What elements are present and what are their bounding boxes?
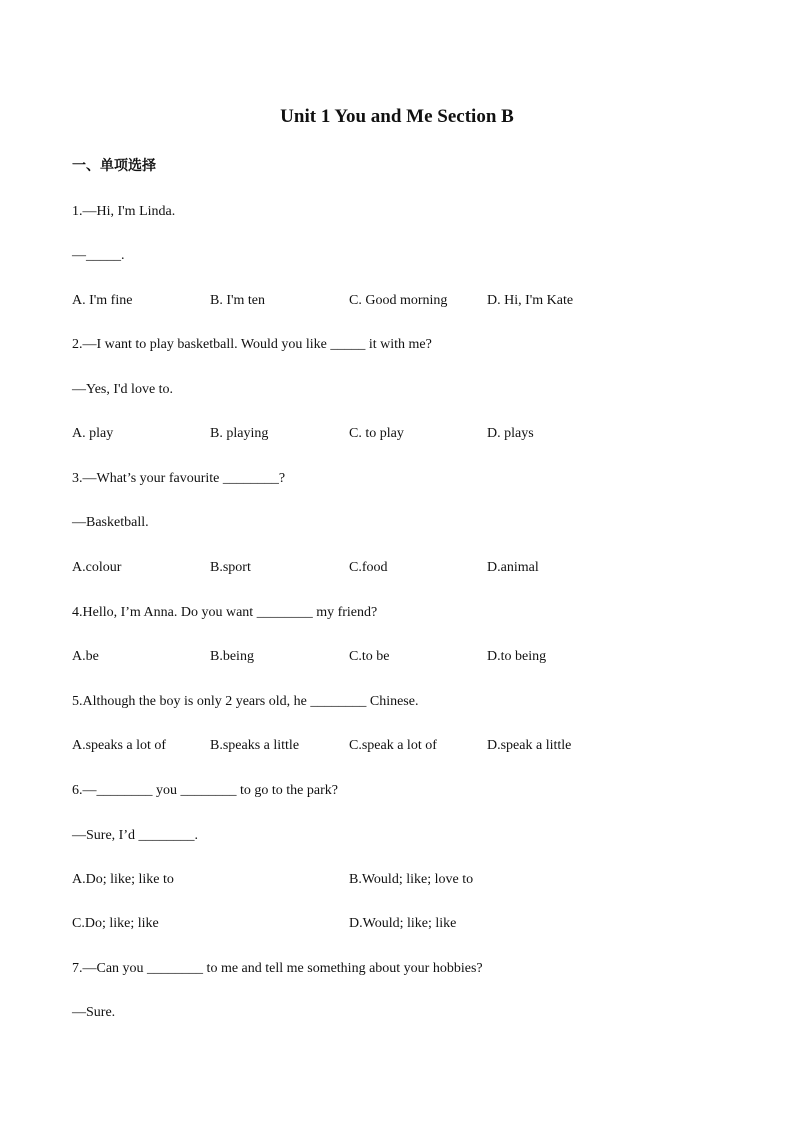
question-4-option-c: C.to be xyxy=(349,649,390,664)
question-6-stem: 6.—________ you ________ to go to the park? xyxy=(72,783,338,798)
question-6-option-b: B.Would; like; love to xyxy=(349,872,474,887)
question-1-stem: 1.—Hi, I'm Linda. xyxy=(72,204,176,219)
question-5-stem: 5.Although the boy is only 2 years old, he ________ Chinese. xyxy=(72,694,419,709)
question-5-option-a: A.speaks a lot of xyxy=(72,738,167,753)
question-3-option-d: D.animal xyxy=(487,560,539,575)
question-4-option-b: B.being xyxy=(210,649,254,664)
question-4-option-d: D.to being xyxy=(487,649,547,664)
question-1-option-c: C. Good morning xyxy=(349,293,448,308)
question-3-option-b: B.sport xyxy=(210,560,251,575)
question-1-option-b: B. I'm ten xyxy=(210,293,266,308)
question-5-option-b: B.speaks a little xyxy=(210,738,300,753)
question-1-reply: —_____. xyxy=(72,248,125,263)
question-3-stem: 3.—What’s your favourite ________? xyxy=(72,471,286,486)
question-7-stem: 7.—Can you ________ to me and tell me something about your hobbies? xyxy=(72,961,483,976)
question-3-reply: —Basketball. xyxy=(72,515,149,530)
question-6-option-a: A.Do; like; like to xyxy=(72,872,174,887)
question-2-reply: —Yes, I'd love to. xyxy=(72,382,174,397)
question-2-option-c: C. to play xyxy=(349,426,404,441)
question-5-option-d: D.speak a little xyxy=(487,738,572,753)
question-2-option-d: D. plays xyxy=(487,426,534,441)
question-4-stem: 4.Hello, I’m Anna. Do you want ________ my friend? xyxy=(72,605,378,620)
question-2-option-b: B. playing xyxy=(210,426,269,441)
question-4-option-a: A.be xyxy=(72,649,99,664)
question-6-option-d: D.Would; like; like xyxy=(349,916,457,931)
question-7-reply: —Sure. xyxy=(72,1005,116,1020)
question-3-option-a: A.colour xyxy=(72,560,122,575)
section-heading: 一、单项选择 xyxy=(72,158,156,174)
question-1-option-a: A. I'm fine xyxy=(72,293,133,308)
question-3-option-c: C.food xyxy=(349,560,388,575)
question-6-reply: —Sure, I’d ________. xyxy=(72,828,198,843)
page-title: Unit 1 You and Me Section B xyxy=(280,106,514,127)
question-5-option-c: C.speak a lot of xyxy=(349,738,437,753)
question-1-option-d: D. Hi, I'm Kate xyxy=(487,293,574,308)
question-2-option-a: A. play xyxy=(72,426,114,441)
question-6-option-c: C.Do; like; like xyxy=(72,916,159,931)
question-2-stem: 2.—I want to play basketball. Would you like _____ it with me? xyxy=(72,337,432,352)
